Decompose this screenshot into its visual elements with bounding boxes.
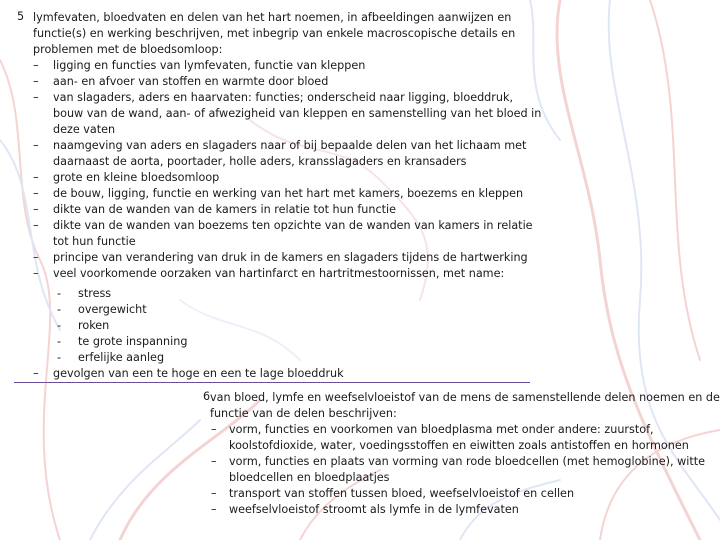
list-item <box>0 366 540 382</box>
bullet-dash: – <box>33 187 39 200</box>
sub-list-item <box>0 302 540 318</box>
item-line: koolstofdioxide, water, voedingsstoffen en eiwitten zoals antistoffen en hormonen <box>229 439 689 452</box>
vessel-line <box>90 420 200 540</box>
bullet-dash: – <box>33 203 39 216</box>
vessel-line <box>650 0 700 360</box>
sub-bullet-dash: - <box>57 319 62 332</box>
intro-line: functie van de delen beschrijven: <box>210 407 397 420</box>
item-list <box>0 58 540 282</box>
item-line: stress <box>78 287 112 300</box>
section-intro <box>210 390 720 422</box>
item-line: ligging en functies van lymfevaten, functie van kleppen <box>53 59 366 72</box>
list-item <box>0 202 540 218</box>
item-line: de bouw, ligging, functie en werking van het hart met kamers, boezems en kleppen <box>53 187 524 200</box>
sub-list-item <box>0 286 540 302</box>
section-number: 6 <box>203 390 211 403</box>
bullet-dash: – <box>33 367 39 380</box>
list-item <box>0 138 540 170</box>
list-item <box>185 422 715 454</box>
item-line: dikte van de wanden van de kamers in relatie tot hun functie <box>53 203 397 216</box>
list-item <box>0 250 540 266</box>
list-item <box>0 74 540 90</box>
bullet-dash: – <box>211 423 217 436</box>
intro-line: problemen met de bloedsomloop: <box>33 43 223 56</box>
bullet-dash: – <box>211 455 217 468</box>
item-line: naamgeving van aders en slagaders naar of bij bepaalde delen van het lichaam met <box>53 139 527 152</box>
section-divider <box>14 382 530 383</box>
list-item <box>0 266 540 282</box>
bullet-dash: – <box>33 59 39 72</box>
item-line: erfelijke aanleg <box>78 351 165 364</box>
item-line: van slagaders, aders en haarvaten: functies; onderscheid naar ligging, bloeddruk, <box>53 91 514 104</box>
item-line: veel voorkomende oorzaken van hartinfarct en hartritmestoornissen, met name: <box>53 267 505 280</box>
intro-line: functie(s) en werking beschrijven, met inbegrip van enkele macroscopische details en <box>33 27 516 40</box>
item-line: vorm, functies en voorkomen van bloedplasma met onder andere: zuurstof, <box>229 423 654 436</box>
item-line: aan- en afvoer van stoffen en warmte door bloed <box>53 75 329 88</box>
section-intro <box>33 10 523 58</box>
list-item <box>0 218 540 250</box>
sub-list-item <box>0 318 540 334</box>
list-item <box>185 502 715 518</box>
sub-bullet-dash: - <box>57 351 62 364</box>
list-item <box>0 170 540 186</box>
sub-list-item <box>0 334 540 350</box>
bullet-dash: – <box>33 267 39 280</box>
list-item <box>0 90 540 138</box>
sub-bullet-dash: - <box>57 335 62 348</box>
item-list <box>185 422 715 518</box>
item-line: principe van verandering van druk in de kamers en slagaders tijdens de hartwerking <box>53 251 528 264</box>
item-line: transport van stoffen tussen bloed, weefselvloeistof en cellen <box>229 487 575 500</box>
item-list <box>0 366 540 382</box>
bullet-dash: – <box>33 251 39 264</box>
bullet-dash: – <box>33 171 39 184</box>
sub-list-item <box>0 350 540 366</box>
intro-line: lymfevaten, bloedvaten en delen van het hart noemen, in afbeeldingen aanwijzen en <box>33 11 512 24</box>
item-line: gevolgen van een te hoge en een te lage bloeddruk <box>53 367 344 380</box>
sub-bullet-dash: - <box>57 303 62 316</box>
item-line: overgewicht <box>78 303 147 316</box>
item-line: te grote inspanning <box>78 335 188 348</box>
bullet-dash: – <box>33 139 39 152</box>
item-line: weefselvloeistof stroomt als lymfe in de lymfevaten <box>229 503 519 516</box>
item-line: tot hun functie <box>53 235 136 248</box>
item-line: deze vaten <box>53 123 116 136</box>
list-item <box>0 58 540 74</box>
item-line: bouw van de wand, aan- of afwezigheid van kleppen en samenstelling van het bloed in <box>53 107 542 120</box>
bullet-dash: – <box>211 487 217 500</box>
bullet-dash: – <box>33 75 39 88</box>
sub-item-list <box>0 286 540 366</box>
bullet-dash: – <box>33 91 39 104</box>
list-item <box>0 186 540 202</box>
item-line: grote en kleine bloedsomloop <box>53 171 220 184</box>
bullet-dash: – <box>33 219 39 232</box>
item-line: roken <box>78 319 110 332</box>
item-line: daarnaast de aorta, poortader, holle aders, kransslagaders en kransaders <box>53 155 467 168</box>
sub-bullet-dash: - <box>57 287 62 300</box>
item-line: vorm, functies en plaats van vorming van rode bloedcellen (met hemoglobine), witte <box>229 455 705 468</box>
item-line: bloedcellen en bloedplaatjes <box>229 471 390 484</box>
list-item <box>185 454 715 486</box>
bullet-dash: – <box>211 503 217 516</box>
item-line: dikte van de wanden van boezems ten opzichte van de wanden van kamers in relatie <box>53 219 533 232</box>
list-item <box>185 486 715 502</box>
section-number: 5 <box>17 10 25 23</box>
intro-line: van bloed, lymfe en weefselvloeistof van de mens de samenstellende delen noemen en de <box>210 391 720 404</box>
